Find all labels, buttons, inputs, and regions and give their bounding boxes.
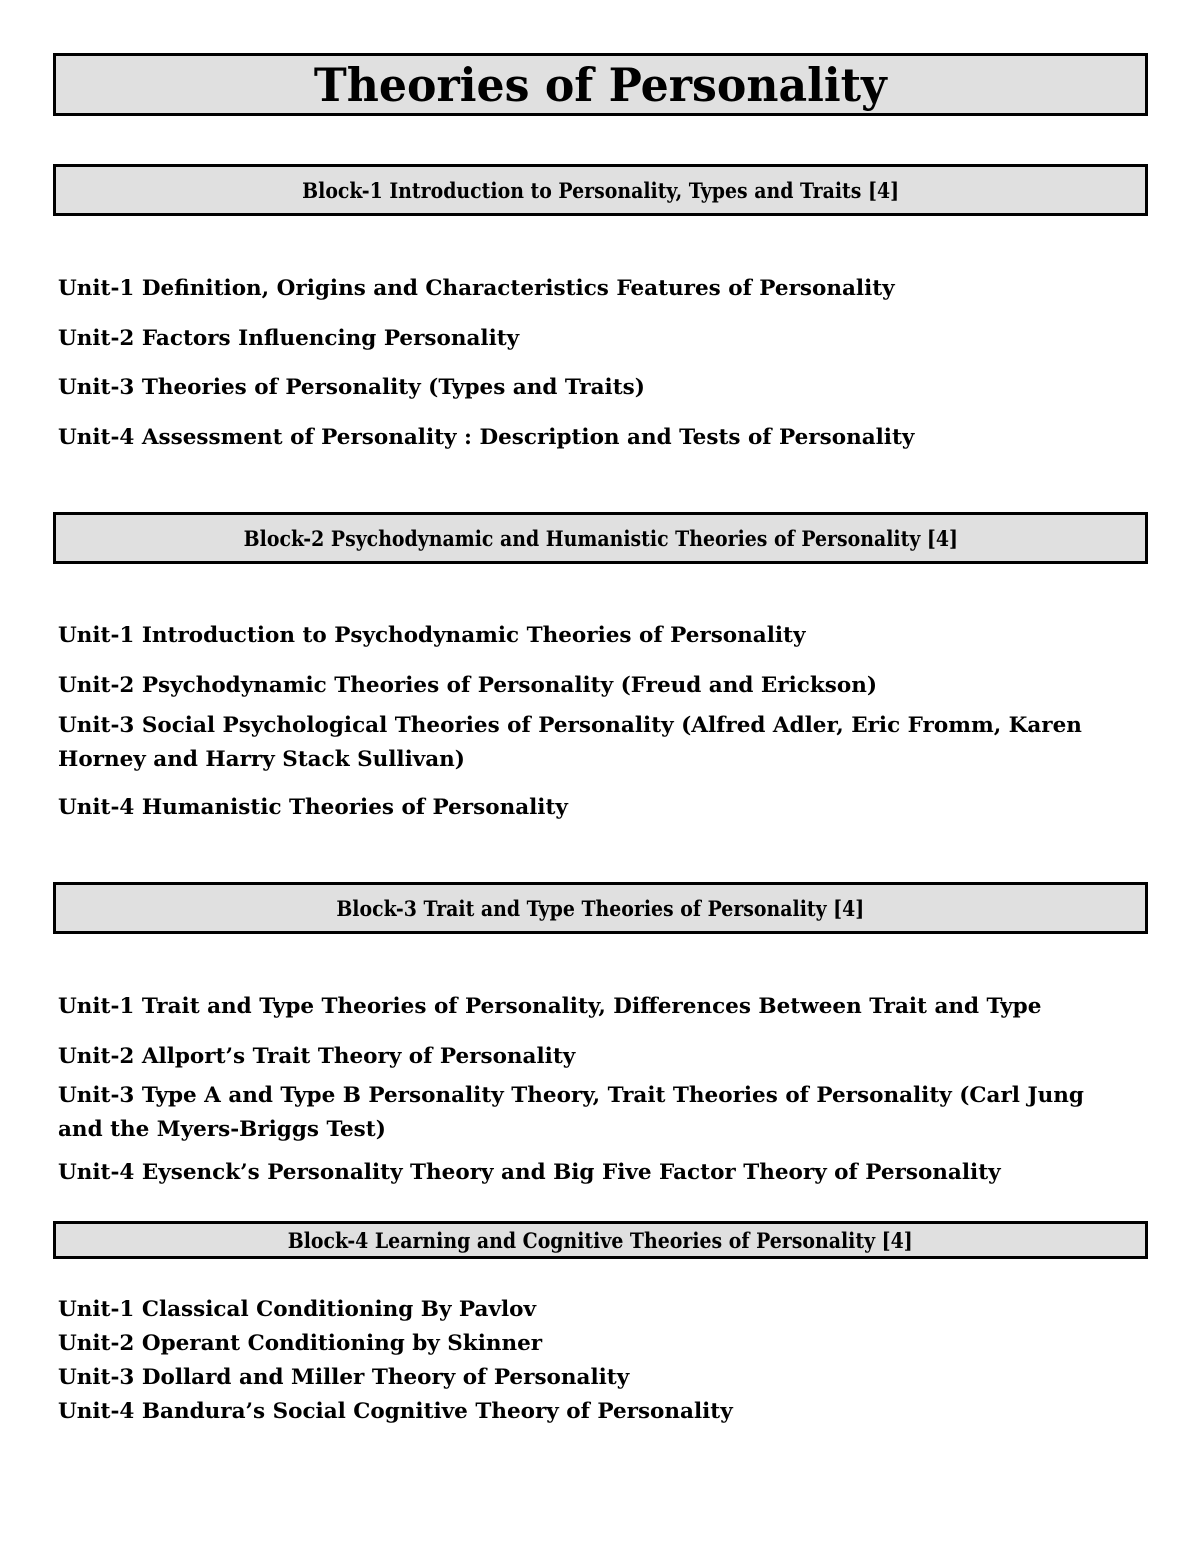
block-4-title: Block-4 Learning and Cognitive Theories of Personality [4] xyxy=(288,1227,913,1253)
block-2-header xyxy=(53,512,1148,564)
block-1-unit-3: Unit-3 Theories of Personality (Types and Traits) xyxy=(58,375,645,400)
block-2-unit-1: Unit-1 Introduction to Psychodynamic Theories of Personality xyxy=(58,623,806,648)
block-1-unit-2: Unit-2 Factors Influencing Personality xyxy=(58,326,520,351)
block-4-header xyxy=(53,1221,1148,1259)
block-3-unit-1: Unit-1 Trait and Type Theories of Personality, Differences Between Trait and Type xyxy=(58,994,1042,1019)
block-2-unit-2: Unit-2 Psychodynamic Theories of Personality (Freud and Erickson) xyxy=(58,673,878,698)
block-4-unit-2: Unit-2 Operant Conditioning by Skinner xyxy=(58,1331,543,1356)
page-title-box xyxy=(53,53,1148,116)
page-title: Theories of Personality xyxy=(314,57,887,112)
block-3-title: Block-3 Trait and Type Theories of Personality [4] xyxy=(336,895,865,921)
block-1-header xyxy=(53,164,1148,216)
block-3-unit-4: Unit-4 Eysenck’s Personality Theory and Big Five Factor Theory of Personality xyxy=(58,1160,1001,1185)
block-1-unit-1: Unit-1 Definition, Origins and Characteristics Features of Personality xyxy=(58,276,895,301)
block-3-unit-2: Unit-2 Allport’s Trait Theory of Personality xyxy=(58,1044,576,1069)
block-2-unit-4: Unit-4 Humanistic Theories of Personality xyxy=(58,795,568,820)
block-1-unit-4: Unit-4 Assessment of Personality : Description and Tests of Personality xyxy=(58,425,915,450)
block-4-unit-1: Unit-1 Classical Conditioning By Pavlov xyxy=(58,1297,536,1322)
block-1-title: Block-1 Introduction to Personality, Types and Traits [4] xyxy=(302,177,899,203)
block-4-unit-3: Unit-3 Dollard and Miller Theory of Personality xyxy=(58,1365,630,1390)
block-2-title: Block-2 Psychodynamic and Humanistic Theories of Personality [4] xyxy=(243,525,958,551)
block-4-unit-4: Unit-4 Bandura’s Social Cognitive Theory of Personality xyxy=(58,1399,733,1424)
block-3-header xyxy=(53,882,1148,934)
block-2-unit-3: Unit-3 Social Psychological Theories of Personality (Alfred Adler, Eric Fromm, Karen Horney and Harry Stack Sullivan) xyxy=(58,713,1082,772)
block-3-unit-3: Unit-3 Type A and Type B Personality Theory, Trait Theories of Personality (Carl Jung and the Myers-Briggs Test) xyxy=(58,1083,1084,1142)
